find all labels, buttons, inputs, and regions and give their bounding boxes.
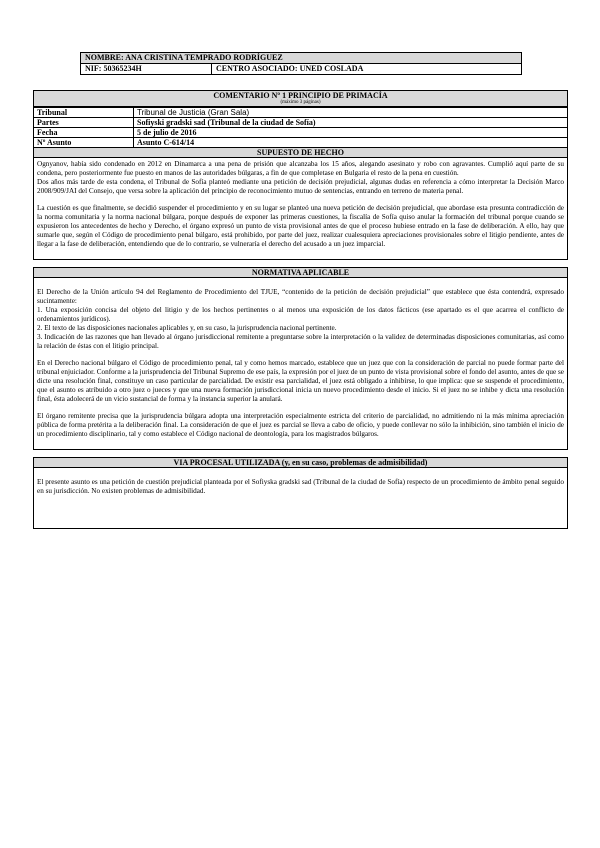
normativa-paragraph: 1. Una exposición concisa del objeto del litigio y de los hechos pertinentes o al menos una exposición de los datos fácticos (ese apartado es el que acarrea el conflicto de ordenamientos jurídicos). (37, 306, 564, 323)
student-nif: NIF: 50365234H (81, 64, 212, 75)
partes-label: Partes (34, 118, 134, 128)
normativa-paragraph: 2. El texto de las disposiciones nacionales aplicables y, en su caso, la jurisprudencia nacional pertinente. (37, 324, 337, 332)
case-info-row (34, 128, 568, 138)
page-limit-note: (máximo 3 páginas) (280, 100, 321, 105)
normativa-paragraph: En el Derecho nacional búlgaro el Código de procedimiento penal, tal y como hemos marcado, establece que un juez que con la consideración de parcial no puede formar parte del tribunal enjuiciador. Conforme a la jurisprudencia del Tribunal Supremo de ese país, la expresión por el juez de un punto de vista provisional sobre el fondo del asunto, antes de que se dicte una resolución final, constituye un caso particular de parcialidad. De existir esa parcialidad, el juez está obligado a inhibirse, lo que implica: que se suspende el procedimiento, que el asunto es atribuido a otro juez o jueces y que una nueva formación jurisdiccional inicia un nuevo procedimiento desde el inicio. Si el juez no se inhibe y dicta una resolución final, ésta adolecerá de un vicio sustancial de forma y la instancia superior la anulará. (37, 359, 564, 403)
via-procesal-body (33, 468, 568, 529)
via-procesal-heading: VIA PROCESAL UTILIZADA (y, en su caso, problemas de admisibilidad) (33, 457, 568, 468)
partes-value: Sofiyski gradski sad (Tribunal de la ciudad de Sofía) (134, 118, 568, 128)
student-header-table (80, 52, 522, 75)
normativa-paragraph: 3. Indicación de las razones que han llevado al órgano jurisdiccional remitente a preguntarse sobre la interpretación o la validez de determinadas disposiciones comunitarias, así como la relación de éstas con el litigio principal. (37, 333, 564, 350)
normativa-body (33, 278, 568, 450)
asunto-label: Nº Asunto (34, 138, 134, 148)
case-info-row (34, 108, 568, 118)
supuesto-paragraph: Dos años más tarde de esta condena, el Tribunal de Sofía planteó mediante una petición de decisión prejudicial, algunas dudas en referencia a cómo interpretar la Decisión Marco 2008/909/JAI del Consejo, que versa sobre la aplicación del principio de reconocimiento mutuo de sentencias, entrando en terreno de materia penal. (37, 178, 564, 195)
fecha-value: 5 de julio de 2016 (134, 128, 568, 138)
supuesto-paragraph: Ognyanov, había sido condenado en 2012 en Dinamarca a una pena de prisión que alcanzaba los 15 años, alegando asesinato y robo con agravantes. Cumplió aquí parte de su condena, pero posteriormente fue puesto en manos de las autoridades búlgaras, a fin de que completase en Bulgaria el resto de la pena en cuestión. (37, 160, 564, 177)
case-info-row (34, 118, 568, 128)
supuesto-heading: SUPUESTO DE HECHO (33, 148, 568, 158)
normativa-heading: NORMATIVA APLICABLE (33, 267, 568, 278)
supuesto-body (33, 158, 568, 260)
supuesto-paragraph: La cuestión es que finalmente, se decidió suspender el procedimiento y en su lugar se planteó una nueva petición de decisión prejudicial, que abordase esta presunta contradicción de la norma comunitaria y la norma nacional búlgara, porque después de exponer las primeras cuestiones, la fiscalía de Sofía quiso anular la formación del tribunal porque cuando se expusieron los antecedentes de hecho y Derecho, el órgano expresó un punto de vista provisional antes de que el proceso hubiese entrado en la fase de deliberación. A ello, hay que sumarle que, según el Código de procedimiento penal búlgaro, está prohibido, por parte del juez, realizar cualesquiera apreciaciones provisionales sobre el litigio pendiente, antes de llegar a la fase de deliberación, entendiendo que de lo contrario, se vulneraría el derecho del acusado a un juez imparcial. (37, 204, 564, 248)
case-info-row (34, 138, 568, 148)
commentary-title: COMENTARIO Nº 1 PRINCIPIO DE PRIMACÍA (213, 91, 388, 100)
associated-center: CENTRO ASOCIADO: UNED COSLADA (212, 64, 522, 75)
commentary-title-bar (33, 90, 568, 107)
normativa-paragraph: El Derecho de la Unión artículo 94 del Reglamento de Procedimiento del TJUE, “contenido de la petición de decisión prejudicial” que establece que ésta contendrá, expresado sucintamente: (37, 288, 564, 305)
commentary-document (33, 90, 568, 529)
via-procesal-paragraph: El presente asunto es una petición de cuestión prejudicial planteada por el Sofiyska gradski sad (Tribunal de la ciudad de Sofía) respecto de un procedimiento de ámbito penal seguido en su jurisdicción. No existen problemas de admisibilidad. (37, 478, 564, 495)
student-name: NOMBRE: ANA CRISTINA TEMPRADO RODRÍGUEZ (81, 53, 522, 64)
fecha-label: Fecha (34, 128, 134, 138)
tribunal-value: Tribunal de Justicia (Gran Sala) (134, 108, 568, 118)
tribunal-label: Tribunal (34, 108, 134, 118)
case-info-table (33, 107, 568, 148)
asunto-value: Asunto C-614/14 (134, 138, 568, 148)
normativa-paragraph: El órgano remitente precisa que la jurisprudencia búlgara adopta una interpretación especialmente estricta del criterio de parcialidad, no admitiendo ni la más mínima apreciación pública de forma pretérita a la deliberación final. La consideración de que el juez es parcial se lleva a cabo de oficio, y puede conllevar no sólo la inhibición, sino también el inicio de un procedimiento disciplinario, tal y como establece el Código nacional de deontología, para los magistrados búlgaros. (37, 412, 564, 438)
